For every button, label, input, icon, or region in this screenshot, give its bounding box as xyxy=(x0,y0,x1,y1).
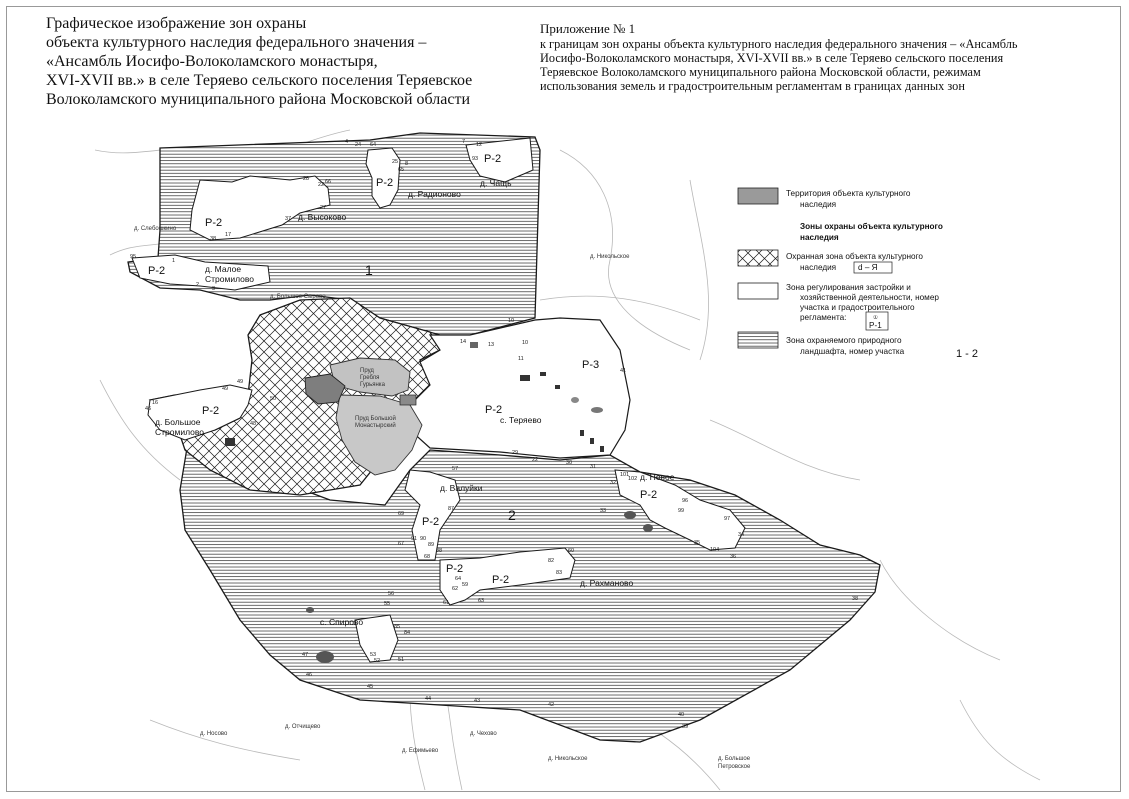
legend-text: Охранная зона объекта культурного xyxy=(786,252,923,261)
legend-text: наследия xyxy=(800,263,837,272)
boundary-point-number: 40 xyxy=(678,712,685,718)
boundary-point-number: 35 xyxy=(694,540,701,546)
settlement-label: с. Теряево xyxy=(500,415,542,425)
boundary-point-number: 41 xyxy=(620,368,627,374)
boundary-point-number: 66 xyxy=(325,179,332,185)
boundary-point-number: 93 xyxy=(472,156,479,162)
settlement-label: д. Рахманово xyxy=(580,578,634,588)
appendix-line: к границам зон охраны объекта культурного наследия федерального значения – «Ансамбль xyxy=(540,37,1018,51)
boundary-point-number: 13 xyxy=(488,342,495,348)
boundary-point-number: 60 xyxy=(568,548,575,554)
regulation-label: Р-3 xyxy=(582,359,600,371)
boundary-point-number: 57 xyxy=(452,466,459,472)
regulation-label: Р-2 xyxy=(205,217,223,229)
regulation-label: Р-2 xyxy=(484,153,502,165)
boundary-point-number: 22 xyxy=(532,457,539,463)
boundary-point-number: 61 xyxy=(443,600,450,606)
boundary-point-number: 82 xyxy=(548,558,555,564)
dark-spot xyxy=(316,651,334,663)
boundary-point-number: 47 xyxy=(302,652,309,658)
legend-text: хозяйственной деятельности, номер xyxy=(800,293,939,302)
boundary-point-number: 91 xyxy=(411,536,418,542)
legend-sample: ① xyxy=(873,315,878,321)
legend-text: Зона регулирования застройки и xyxy=(786,283,911,292)
legend-swatch-regulation xyxy=(738,283,778,299)
boundary-point-number: 22 xyxy=(318,182,325,188)
boundary-point-number: 34 xyxy=(738,532,745,538)
regulation-label: Р-2 xyxy=(148,265,166,277)
boundary-point-number: 90 xyxy=(420,536,427,542)
legend-swatch-territory xyxy=(738,188,778,204)
boundary-point-number: 33 xyxy=(600,508,607,514)
settlement-label: д. Малое xyxy=(205,264,242,274)
map-title-line: XVI-XVII вв.» в селе Теряево сельского поселения Теряевское xyxy=(46,72,473,89)
settlement-label: Стромилово xyxy=(205,274,255,284)
regulation-label: Р-2 xyxy=(492,574,510,586)
boundary-point-number: 10 xyxy=(522,340,529,346)
boundary-point-number: 39 xyxy=(682,724,689,730)
appendix-line: Теряевское Волоколамского муниципального района Московской области, режимам xyxy=(540,65,981,79)
settlement-label: д. Высоково xyxy=(298,212,347,222)
boundary-point-number: 12 xyxy=(476,142,483,148)
boundary-point-number: 44 xyxy=(425,696,432,702)
map-legend xyxy=(738,188,978,360)
boundary-point-number: 59 xyxy=(462,582,469,588)
boundary-point-number: 95 xyxy=(130,254,137,260)
settlement-label: д. Носово xyxy=(200,731,228,737)
appendix-line: использования земель и градостроительным регламентам в границах данных зон xyxy=(540,79,965,93)
boundary-point-number: 7 xyxy=(462,139,466,145)
boundary-point-number: 49 xyxy=(237,379,244,385)
boundary-point-number: 16 xyxy=(152,400,159,406)
boundary-point-number: 38 xyxy=(210,236,217,242)
settlement-label: с. Спирово xyxy=(320,617,364,627)
settlement-label: д. Никольское xyxy=(590,254,630,260)
map-title-line: объекта культурного наследия федерального значения – xyxy=(46,34,427,51)
boundary-point-number: 63 xyxy=(478,598,485,604)
dark-spot xyxy=(624,511,636,519)
regulation-label: Р-2 xyxy=(485,404,503,416)
boundary-point-number: 102 xyxy=(628,476,638,482)
boundary-point-number: 87 xyxy=(448,506,455,512)
boundary-point-number: 68 xyxy=(424,554,431,560)
boundary-point-number: 62 xyxy=(452,586,459,592)
map-title-line: «Ансамбль Иосифо-Волоколамского монастыря, xyxy=(46,53,378,70)
regulation-label: Р-2 xyxy=(376,177,394,189)
settlement-label: д. Чехово xyxy=(470,731,497,737)
boundary-point-number: 64 xyxy=(455,576,462,582)
boundary-point-number: 30 xyxy=(566,460,573,466)
boundary-point-number: 8 xyxy=(405,161,409,167)
boundary-point-number: 38 xyxy=(852,596,859,602)
map-title-line: Волоколамского муниципального района Московской области xyxy=(46,91,471,108)
appendix-heading: Приложение № 1 xyxy=(540,21,636,36)
boundary-point-number: 96 xyxy=(682,498,689,504)
boundary-point-number: 83 xyxy=(556,570,563,576)
settlement-label: д. Слебошкино xyxy=(134,226,177,232)
settlement-label: д. Никольское xyxy=(548,756,588,762)
settlement-label: Петровское xyxy=(718,764,751,770)
legend-heading: Зоны охраны объекта культурного xyxy=(800,222,943,231)
boundary-point-number: 43 xyxy=(474,698,481,704)
settlement-label: д. Большое xyxy=(718,756,751,762)
settlement-label: д. Отчищево xyxy=(285,724,321,730)
heritage-marker xyxy=(470,342,478,348)
dark-spot xyxy=(571,397,579,403)
boundary-point-number: 37 xyxy=(285,216,292,222)
boundary-point-number: 1 xyxy=(172,258,176,264)
legend-text: Территория объекта культурного xyxy=(786,189,911,198)
boundary-point-number: 14 xyxy=(460,339,467,345)
boundary-point-number: 25 xyxy=(392,159,399,165)
boundary-point-number: 67 xyxy=(398,541,405,547)
boundary-point-number: 36 xyxy=(730,554,737,560)
pond-label: Монастырский xyxy=(355,423,396,429)
boundary-point-number: 27 xyxy=(320,205,327,211)
heritage-territory-small xyxy=(400,395,416,405)
boundary-point-number: 97 xyxy=(724,516,731,522)
boundary-point-number: 52 xyxy=(374,658,381,664)
pond-label: Пруд xyxy=(360,368,374,374)
legend-sample: d – Я xyxy=(858,263,878,272)
zone-number-1: 1 xyxy=(365,262,373,278)
boundary-point-number: 10 xyxy=(508,318,515,324)
legend-text: Зона охраняемого природного xyxy=(786,336,902,345)
boundary-point-number: 4 xyxy=(345,139,349,145)
boundary-point-number: 24 xyxy=(355,142,362,148)
legend-swatch-landscape xyxy=(738,332,778,348)
boundary-point-number: 11 xyxy=(518,356,524,362)
boundary-point-number: 64 xyxy=(370,142,377,148)
regulation-label: Р-2 xyxy=(422,516,440,528)
legend-text: регламента: xyxy=(800,313,847,322)
boundary-point-number: 55 xyxy=(384,601,391,607)
legend-sample: Р-1 xyxy=(869,321,882,330)
pond-label: Пруд Большой xyxy=(355,416,396,422)
boundary-point-number: 99 xyxy=(678,508,685,514)
legend-swatch-protective xyxy=(738,250,778,266)
dark-spot xyxy=(643,524,653,532)
boundary-point-number: 104 xyxy=(710,547,720,553)
boundary-point-number: 69 xyxy=(398,511,405,517)
settlement-label: д. Радионово xyxy=(408,189,461,199)
settlement-label: д. Ефимьево xyxy=(402,748,439,754)
legend-heading: наследия xyxy=(800,233,839,242)
legend-text: участка и градостроительного xyxy=(800,303,915,312)
regulation-label: Р-2 xyxy=(446,563,464,575)
settlement-label: Стромилово xyxy=(155,427,205,437)
legend-text: ландшафта, номер участка xyxy=(800,347,905,356)
boundary-point-number: 51 xyxy=(398,657,405,663)
boundary-point-number: 56 xyxy=(388,591,395,597)
settlement-label: д. Валуйки xyxy=(440,483,483,493)
boundary-point-number: 2 xyxy=(196,282,200,288)
boundary-point-number: 3 xyxy=(212,286,216,292)
boundary-point-number: 65 xyxy=(398,167,405,173)
legend-text: наследия xyxy=(800,200,837,209)
boundary-point-number: 89 xyxy=(428,542,435,548)
boundary-point-number: 48 xyxy=(250,421,257,427)
zone-number-2: 2 xyxy=(508,507,516,523)
boundary-point-number: 46 xyxy=(145,406,152,412)
appendix-line: Иосифо-Волоколамского монастыря, XVI-XVII вв.» в селе Теряево сельского поселения xyxy=(540,51,1004,65)
boundary-point-number: 45 xyxy=(367,684,374,690)
regulation-label: Р-2 xyxy=(640,489,658,501)
boundary-point-number: 101 xyxy=(620,472,630,478)
map-title-line: Графическое изображение зон охраны xyxy=(46,15,307,32)
legend-sample: 1 - 2 xyxy=(956,348,979,360)
boundary-point-number: 17 xyxy=(225,232,232,238)
boundary-point-number: 88 xyxy=(436,548,443,554)
regulation-zone-teryaevo xyxy=(410,318,630,458)
boundary-point-number: 53 xyxy=(370,652,377,658)
regulation-label: Р-2 xyxy=(202,405,220,417)
boundary-point-number: 42 xyxy=(548,702,555,708)
boundary-point-number: 29 xyxy=(512,450,519,456)
boundary-point-number: 28 xyxy=(303,176,310,182)
boundary-point-number: 49 xyxy=(222,386,229,392)
boundary-point-number: 85 xyxy=(394,624,401,630)
boundary-point-number: 50 xyxy=(270,396,277,402)
pond-label: Гурьянка xyxy=(360,382,385,388)
settlement-label: д. Чащь xyxy=(480,178,512,188)
boundary-point-number: 32 xyxy=(610,480,617,486)
dark-spot xyxy=(306,607,314,613)
settlement-label: д. Большое xyxy=(155,417,201,427)
settlement-label: д. Большое Сырово xyxy=(270,294,326,300)
settlement-label: д. Новое xyxy=(640,472,675,482)
boundary-point-number: 31 xyxy=(590,464,597,470)
boundary-point-number: 84 xyxy=(404,630,411,636)
boundary-point-number: 46 xyxy=(306,672,313,678)
pond-label: Гребля xyxy=(360,375,380,381)
dark-spot xyxy=(591,407,603,413)
